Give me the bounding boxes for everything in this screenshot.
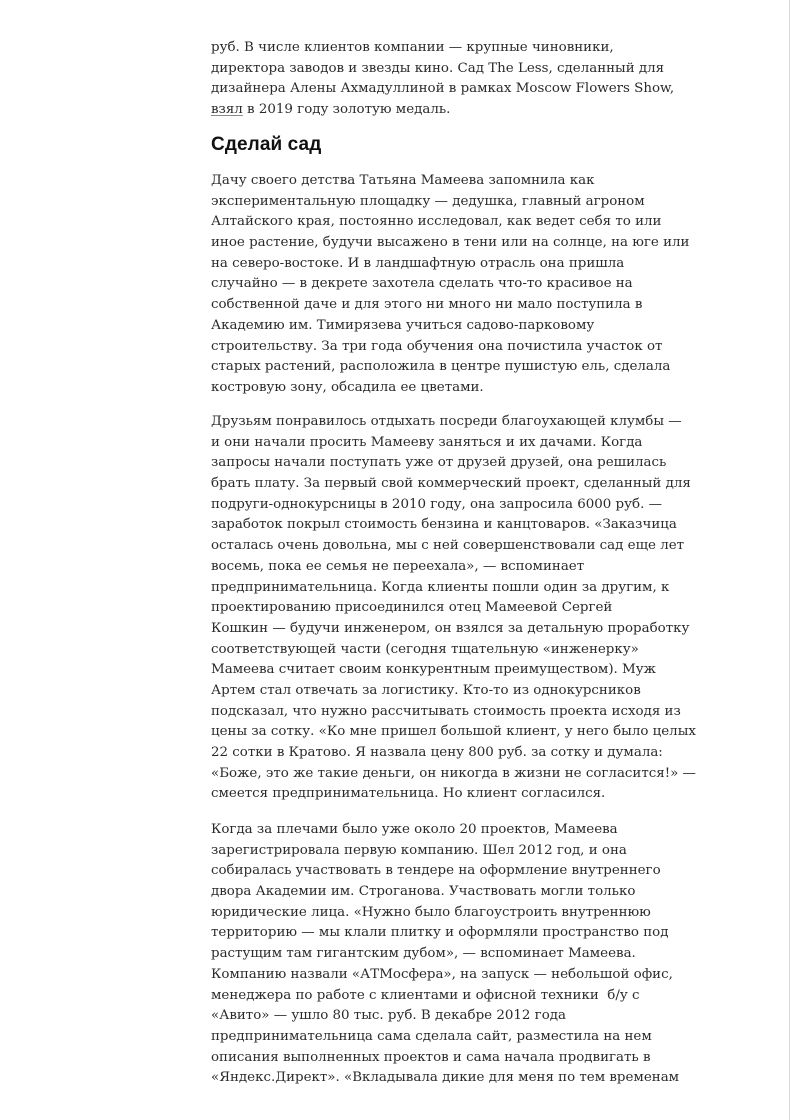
text-line: «Авито» — ушло 80 тыс. руб. В декабре 2012 года	[211, 1008, 566, 1024]
text-line: Академию им. Тимирязева учиться садово-парковому	[211, 317, 595, 333]
paragraph-childhood-dacha	[211, 171, 711, 399]
text-line: подсказал, что нужно рассчитывать стоимость проекта исходя из	[211, 703, 681, 719]
text-line: брать плату. За первый свой коммерческий проект, сделанный для	[211, 476, 691, 492]
text-line: случайно — в декрете захотела сделать что-то красивое на	[211, 276, 633, 292]
text-line: собственной даче и для этого ни много ни мало поступила в	[211, 297, 643, 313]
text-line: юридические лица. «Нужно было благоустроить внутреннюю	[211, 904, 651, 920]
text-line: цены за сотку. «Ко мне пришел большой клиент, у него было целых	[211, 724, 696, 740]
text-line: соответствующей части (сегодня тщательную «инженерку»	[211, 641, 639, 657]
text-line: осталась очень довольна, мы с ней совершенствовали сад еще лет	[211, 538, 685, 554]
text-line: Алтайского края, постоянно исследовал, как ведет себя то или	[211, 214, 662, 230]
text-line: восемь, пока ее семья не переехала», — вспоминает	[211, 558, 585, 574]
text-line: на северо-востоке. И в ландшафтную отрасль она пришла	[211, 255, 625, 271]
text-line: директора заводов и звезды кино. Сад The Less, сделанный для	[211, 60, 665, 76]
paragraph-first-clients	[211, 412, 711, 805]
text-line: руб. В числе клиентов компании — крупные чиновники,	[211, 40, 614, 55]
text-line: описания выполненных проектов и сама начала продвигать в	[211, 1049, 651, 1065]
text-line-rest: в 2019 году золотую медаль.	[242, 102, 451, 118]
text-line: собиралась участвовать в тендере на оформление внутреннего	[211, 863, 661, 879]
text-line: Когда за плечами было уже около 20 проектов, Мамеева	[211, 822, 618, 837]
text-line: заработок покрыл стоимость бензина и канцтоваров. «Заказчица	[211, 517, 677, 533]
paragraph-company-registration	[211, 820, 711, 1089]
text-line: и они начали просить Мамееву заняться и их дачами. Когда	[211, 434, 643, 450]
text-line: экспериментальную площадку — дедушка, главный агроном	[211, 193, 645, 209]
text-line: костровую зону, обсадила ее цветами.	[211, 379, 484, 395]
intro-paragraph	[211, 38, 711, 121]
award-link[interactable]: взял	[211, 102, 243, 118]
text-line: дизайнера Алены Ахмадуллиной в рамках Moscow Flowers Show,	[211, 81, 675, 97]
text-line	[211, 100, 711, 121]
text-line: строительству. За три года обучения она почистила участок от	[211, 338, 663, 354]
text-line: 22 сотки в Кратово. Я назвала цену 800 руб. за сотку и думала:	[211, 745, 663, 760]
text-line: зарегистрировала первую компанию. Шел 2012 год, и она	[211, 842, 627, 858]
text-line: старых растений, расположила в центре пушистую ель, сделала	[211, 359, 671, 375]
text-line: Мамеева считает своим конкурентным преимуществом). Муж	[211, 662, 656, 678]
text-line: Компанию назвали «АТМосфера», на запуск — небольшой офис,	[211, 966, 673, 982]
text-line: «Яндекс.Директ». «Вкладывала дикие для меня по тем временам	[211, 1070, 680, 1086]
section-heading: Сделай сад	[211, 134, 322, 155]
text-line: запросы начали поступать уже от друзей друзей, она решилась	[211, 455, 667, 471]
text-line: «Боже, это же такие деньги, он никогда в жизни не согласится!» —	[211, 765, 696, 781]
text-line: двора Академии им. Строганова. Участвовать могли только	[211, 884, 636, 900]
text-line: смеется предпринимательница. Но клиент согласился.	[211, 786, 606, 802]
text-line: Друзьям понравилось отдыхать посреди благоухающей клумбы —	[211, 414, 682, 429]
text-line: территорию — мы клали плитку и оформляли пространство под	[211, 925, 669, 941]
text-line: Артем стал отвечать за логистику. Кто-то из однокурсников	[211, 682, 641, 698]
text-line: Дачу своего детства Татьяна Мамеева запомнила как	[211, 173, 595, 188]
text-line: подруги-однокурсницы в 2010 году, она запросила 6000 руб. —	[211, 496, 662, 512]
text-line: проектированию присоединился отец Мамеевой Сергей	[211, 600, 613, 616]
text-line: менеджера по работе с клиентами и офисной техники б/у с	[211, 987, 640, 1003]
text-line: Кошкин — будучи инженером, он взялся за детальную проработку	[211, 620, 690, 636]
text-line: иное растение, будучи высажено в тени или на солнце, на юге или	[211, 235, 690, 251]
text-line: предпринимательница сама сделала сайт, разместила на нем	[211, 1028, 652, 1044]
text-line: предпринимательница. Когда клиенты пошли один за другим, к	[211, 579, 670, 595]
text-line: растущим там гигантским дубом», — вспоминает Мамеева.	[211, 946, 636, 962]
